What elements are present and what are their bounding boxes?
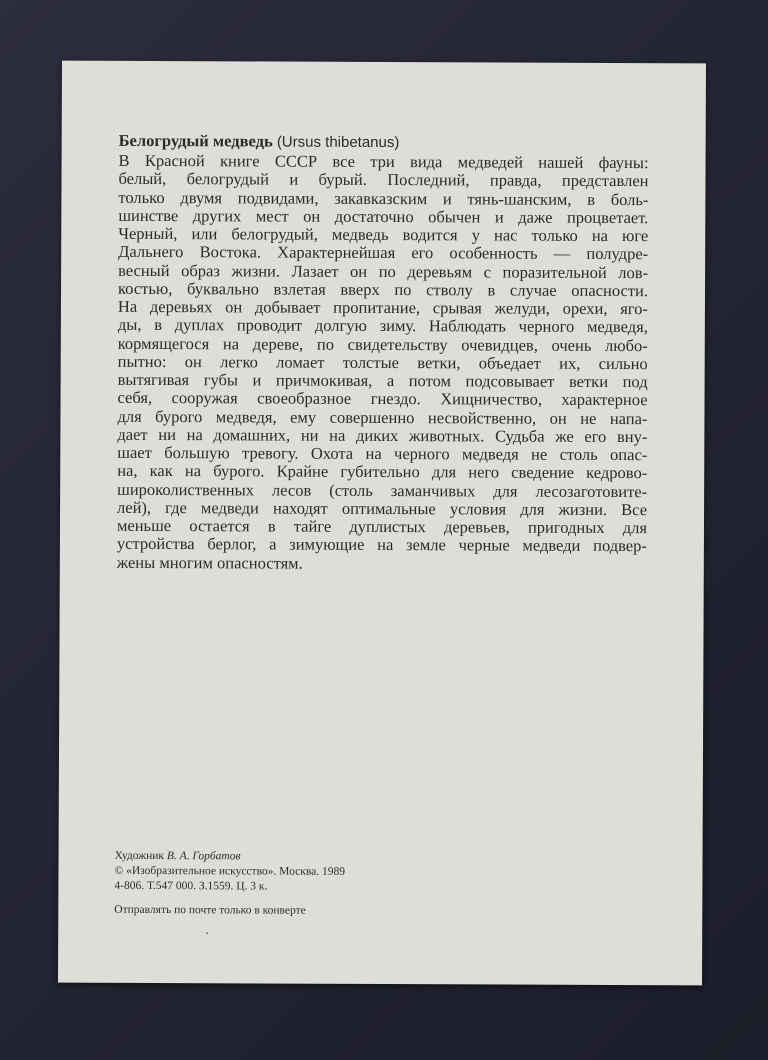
body-line: себя, сооружая своеобразное гнездо. Хищничество, характерное — [117, 388, 648, 410]
body-line: для бурого медведя, ему совершенно несвойственно, он не напа- — [117, 406, 648, 428]
body-line: лей), где медведи находят оптимальные условия для жизни. Все — [117, 497, 648, 519]
body-line: весный образ жизни. Лазает он по деревьям с поразительной лов- — [118, 260, 649, 282]
body-line: кормящегося на дереве, по свидетельству очевидцев, очень любо- — [117, 333, 648, 355]
body-line: шинстве других мест он достаточно обычен и даже процветает. — [118, 205, 649, 227]
postcard-back — [58, 61, 706, 986]
body-line: на, как на бурого. Крайне губительно для него сведение кедрово- — [117, 461, 648, 483]
credits — [114, 849, 345, 895]
body-line: ды, в дуплах проводит долгую зиму. Наблюдать черного медведя, — [117, 315, 648, 337]
print-speck — [206, 932, 208, 934]
body-line: пытно: он легко ломает толстые ветки, объедает их, сильно — [117, 351, 648, 373]
description-block — [117, 131, 649, 574]
body-line: жены многим опасностям. — [116, 552, 303, 573]
body-line: белый, белогрудый и бурый. Последний, правда, представлен — [118, 169, 649, 191]
body-line: только двумя подвидами, закавказским и тянь-шанским, в боль- — [118, 187, 649, 209]
body-line: меньше остается в тайге дуплистых деревьев, пригодных для — [116, 515, 648, 538]
catalog-line: 4-806. Т.547 000. З.1559. Ц. 3 к. — [114, 879, 268, 893]
body-line: Дальнего Востока. Характернейшая его особенность — полудре- — [118, 242, 649, 264]
body-line: широколиственных лесов (столь заманчивых для лесозаготовите- — [117, 479, 648, 501]
body-line: костью, буквально взлетая вверх по стволу в случае опасности. — [117, 278, 649, 300]
mail-note: Отправлять по почте только в конверте — [114, 903, 306, 917]
artist-label: Художник — [114, 849, 165, 863]
species-latin-name: (Ursus thibetanus) — [276, 133, 400, 152]
species-title: Белогрудый медведь — [118, 130, 273, 151]
body-line: шает большую тревогу. Охота на черного медведя не столь опас- — [117, 442, 648, 465]
artist-line — [115, 849, 346, 865]
body-line: дает ни на домашних, ни на диких животных. Судьба же его вну- — [117, 424, 648, 446]
body-line: устройства берлог, а зимующие на земле черные медведи подвер- — [116, 534, 647, 556]
body-text — [117, 152, 649, 574]
body-line: На деревьях он добывает пропитание, срывая желуди, орехи, яго- — [117, 296, 648, 319]
body-line: вытягивая губы и причмокивая, а потом подсовывает ветки под — [117, 369, 648, 392]
copyright-line: © «Изобразительное искусство». Москва. 1989 — [114, 864, 346, 878]
artist-name: В. А. Горбатов — [166, 850, 241, 863]
body-line: Черный, или белогрудый, медведь водится у нас только на юге — [118, 223, 649, 246]
body-line: В Красной книге СССР все три вида медведей нашей фауны: — [118, 150, 649, 173]
